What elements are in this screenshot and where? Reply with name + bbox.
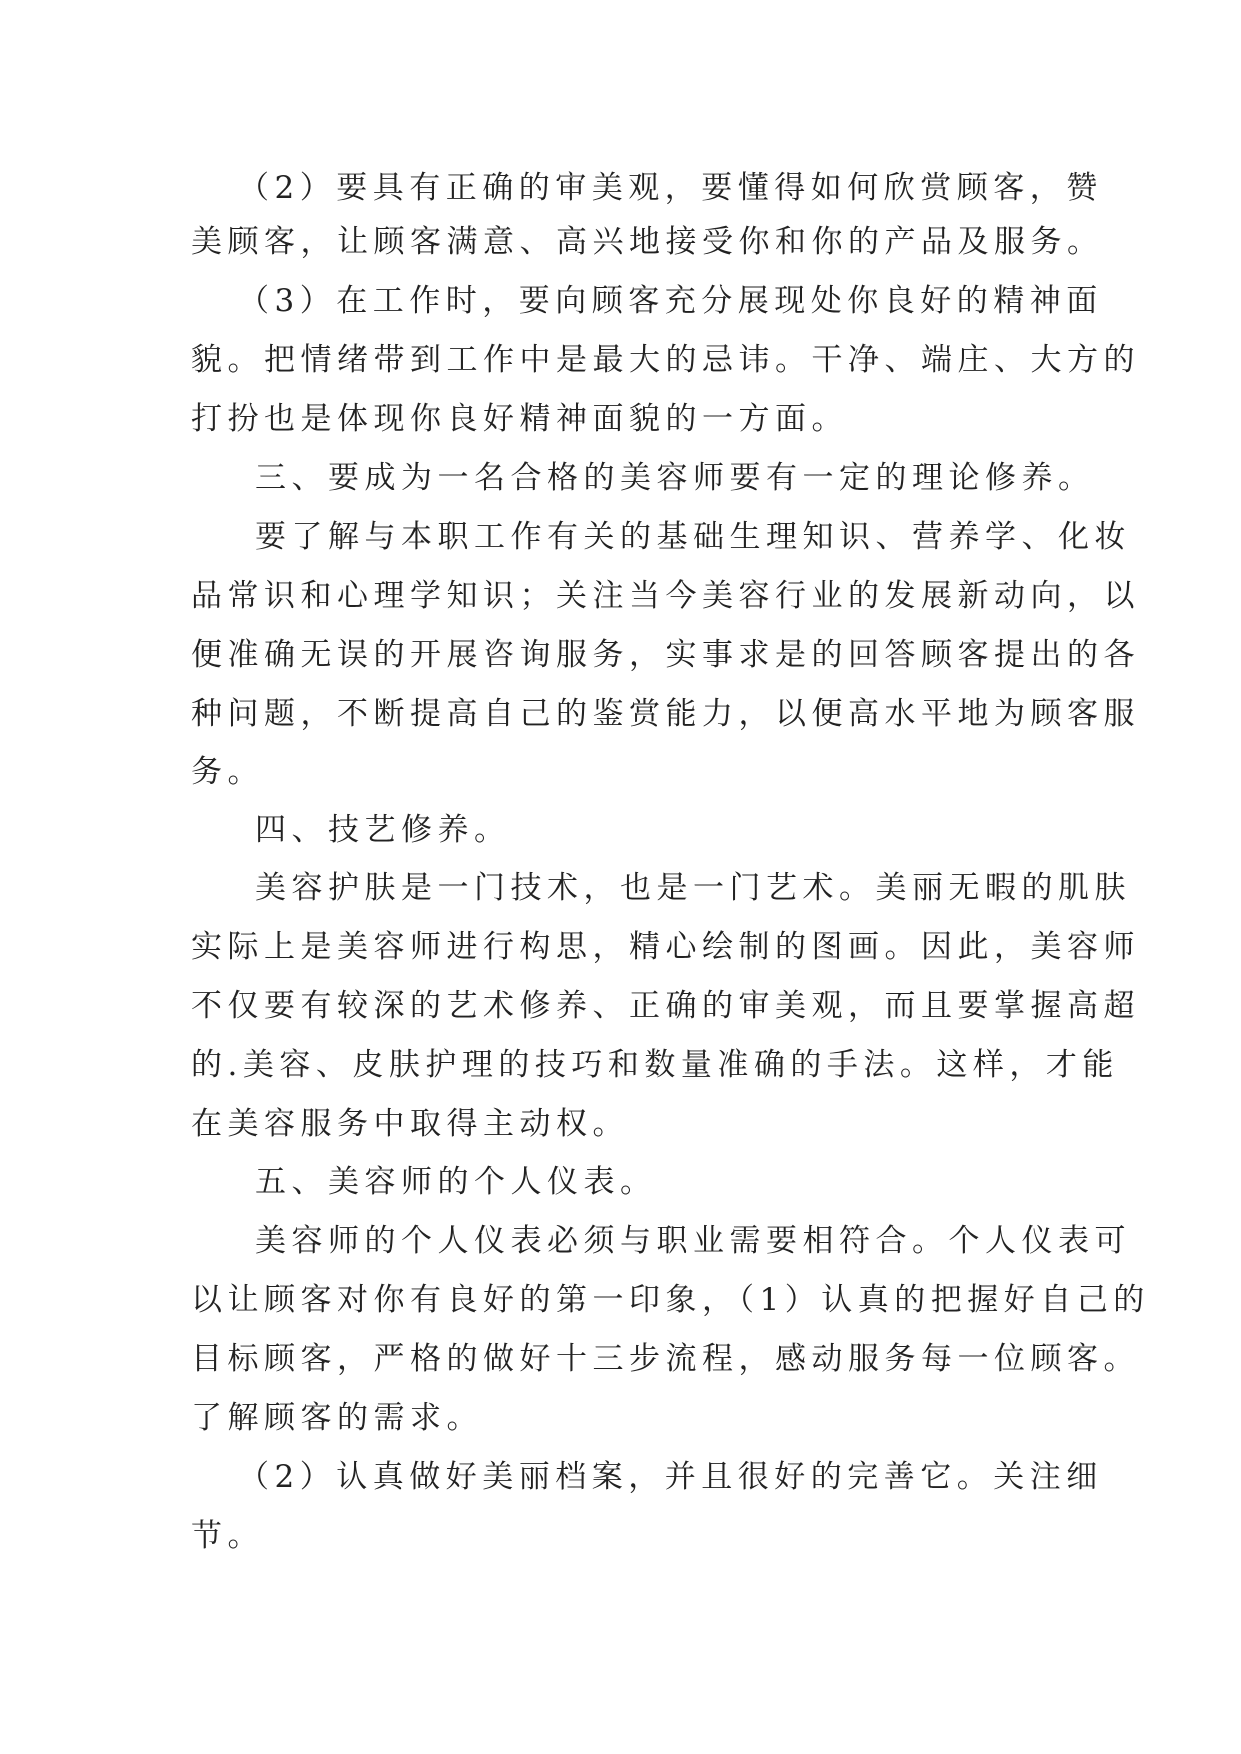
text-line: 节。 [191, 1518, 264, 1554]
text-line: 美容护肤是一门技术，也是一门艺术。美丽无暇的肌肤 [255, 870, 1131, 906]
text-line: 美容师的个人仪表必须与职业需要相符合。个人仪表可 [255, 1223, 1131, 1259]
text-line: （2）要具有正确的审美观，要懂得如何欣赏顾客，赞 [238, 170, 1103, 206]
text-line: 以让顾客对你有良好的第一印象，（1）认真的把握好自己的 [191, 1282, 1150, 1318]
section-heading: 五、美容师的个人仪表。 [255, 1164, 657, 1200]
text-line: 的.美容、皮肤护理的技巧和数量准确的手法。这样，才能 [191, 1047, 1119, 1083]
text-line: （2）认真做好美丽档案，并且很好的完善它。关注细 [238, 1459, 1103, 1495]
text-line: 了解顾客的需求。 [191, 1400, 483, 1436]
text-line: 美顾客，让顾客满意、高兴地接受你和你的产品及服务。 [191, 224, 1104, 260]
section-heading: 三、要成为一名合格的美容师要有一定的理论修养。 [255, 460, 1095, 496]
text-line: 品常识和心理学知识；关注当今美容行业的发展新动向，以 [191, 578, 1140, 614]
text-line: 在美容服务中取得主动权。 [191, 1106, 629, 1142]
text-line: （3）在工作时，要向顾客充分展现处你良好的精神面 [238, 283, 1103, 319]
text-line: 貌。把情绪带到工作中是最大的忌讳。干净、端庄、大方的 [191, 342, 1140, 378]
text-line: 要了解与本职工作有关的基础生理知识、营养学、化妆 [255, 519, 1131, 555]
text-line: 便准确无误的开展咨询服务，实事求是的回答顾客提出的各 [191, 637, 1140, 673]
text-line: 种问题，不断提高自己的鉴赏能力，以便高水平地为顾客服 [191, 696, 1140, 732]
text-line: 目标顾客，严格的做好十三步流程，感动服务每一位顾客。 [191, 1341, 1140, 1377]
section-heading: 四、技艺修养。 [255, 812, 511, 848]
text-line: 不仅要有较深的艺术修养、正确的审美观，而且要掌握高超 [191, 988, 1140, 1024]
text-line: 实际上是美容师进行构思，精心绘制的图画。因此，美容师 [191, 929, 1140, 965]
text-line: 打扮也是体现你良好精神面貌的一方面。 [191, 401, 848, 437]
text-line: 务。 [191, 754, 264, 790]
